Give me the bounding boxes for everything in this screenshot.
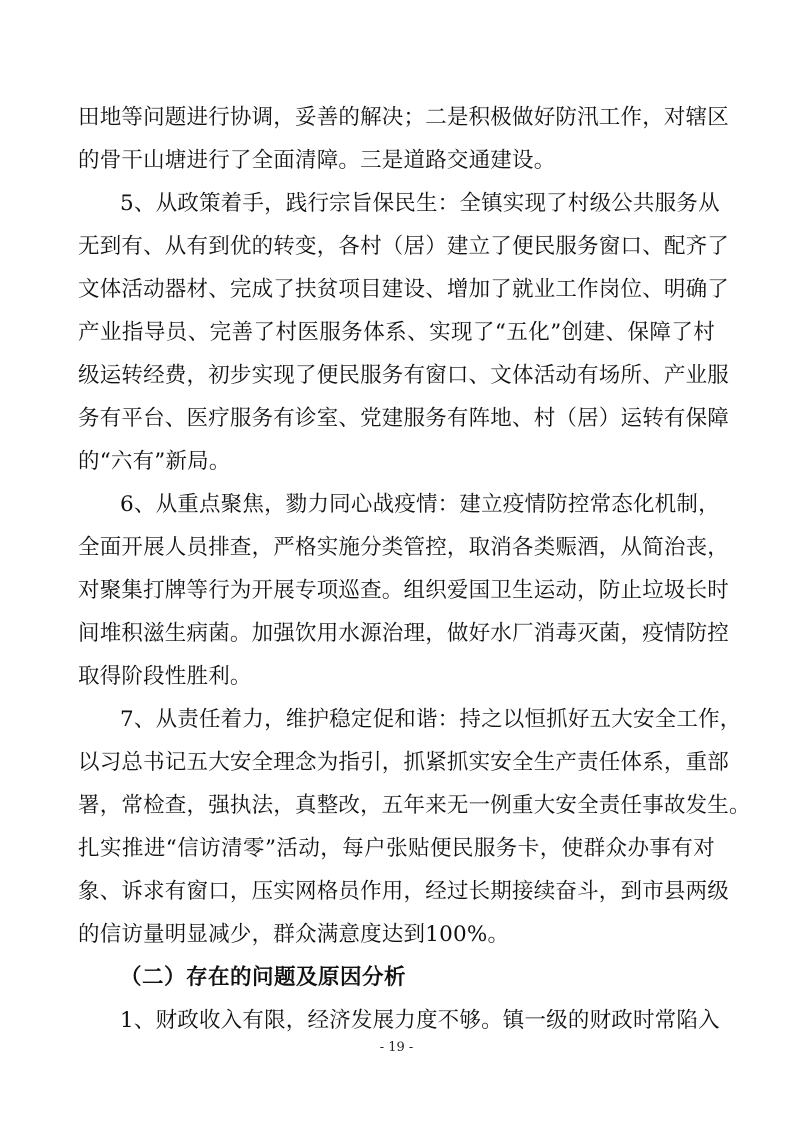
paragraph-line: 以习总书记五大安全理念为指引，抓紧抓实安全生产责任体系，重部 xyxy=(78,750,730,775)
paragraph-line: 6、从重点聚焦，勠力同心战疫情：建立疫情防控常态化机制， xyxy=(120,492,720,517)
paragraph-line: 的信访量明显减少，群众满意度达到100%。 xyxy=(78,922,510,947)
paragraph-line: 5、从政策着手，践行宗旨保民生：全镇实现了村级公共服务从 xyxy=(120,191,720,216)
paragraph-line: 的“六有”新局。 xyxy=(78,449,231,474)
paragraph-line: 产业指导员、完善了村医服务体系、实现了“五化”创建、保障了村 xyxy=(78,320,715,345)
paragraph-line: 7、从责任着力，维护稳定促和谐：持之以恒抓好五大安全工作， xyxy=(120,707,742,732)
paragraph-line: 1、财政收入有限，经济发展力度不够。镇一级的财政时常陷入 xyxy=(120,1008,720,1033)
section-heading: （二）存在的问题及原因分析 xyxy=(120,965,407,990)
paragraph-line: 务有平台、医疗服务有诊室、党建服务有阵地、村（居）运转有保障 xyxy=(78,406,730,431)
paragraph-line: 间堆积滋生病菌。加强饮用水源治理，做好水厂消毒灭菌，疫情防控 xyxy=(78,621,730,646)
paragraph-line: 署，常检查，强执法，真整改，五年来无一例重大安全责任事故发生。 xyxy=(78,793,751,818)
paragraph-line: 田地等问题进行协调，妥善的解决；二是积极做好防汛工作，对辖区 xyxy=(78,105,730,130)
paragraph-line: 的骨干山塘进行了全面清障。三是道路交通建设。 xyxy=(78,148,556,173)
paragraph-line: 扎实推进“信访清零”活动，每户张贴便民服务卡，使群众办事有对 xyxy=(78,836,715,861)
paragraph-line: 象、诉求有窗口，压实网格员作用，经过长期接续奋斗，到市县两级 xyxy=(78,879,730,904)
paragraph-line: 全面开展人员排查，严格实施分类管控，取消各类赈酒，从简治丧， xyxy=(78,535,730,560)
paragraph-line: 级运转经费，初步实现了便民服务有窗口、文体活动有场所、产业服 xyxy=(78,363,730,388)
paragraph-line: 文体活动器材、完成了扶贫项目建设、增加了就业工作岗位、明确了 xyxy=(78,277,730,302)
paragraph-line: 取得阶段性胜利。 xyxy=(78,664,252,689)
paragraph-line: 无到有、从有到优的转变，各村（居）建立了便民服务窗口、配齐了 xyxy=(78,234,730,259)
paragraph-line: 对聚集打牌等行为开展专项巡查。组织爱国卫生运动，防止垃圾长时 xyxy=(78,578,730,603)
page-number: - 19 - xyxy=(379,1040,414,1055)
